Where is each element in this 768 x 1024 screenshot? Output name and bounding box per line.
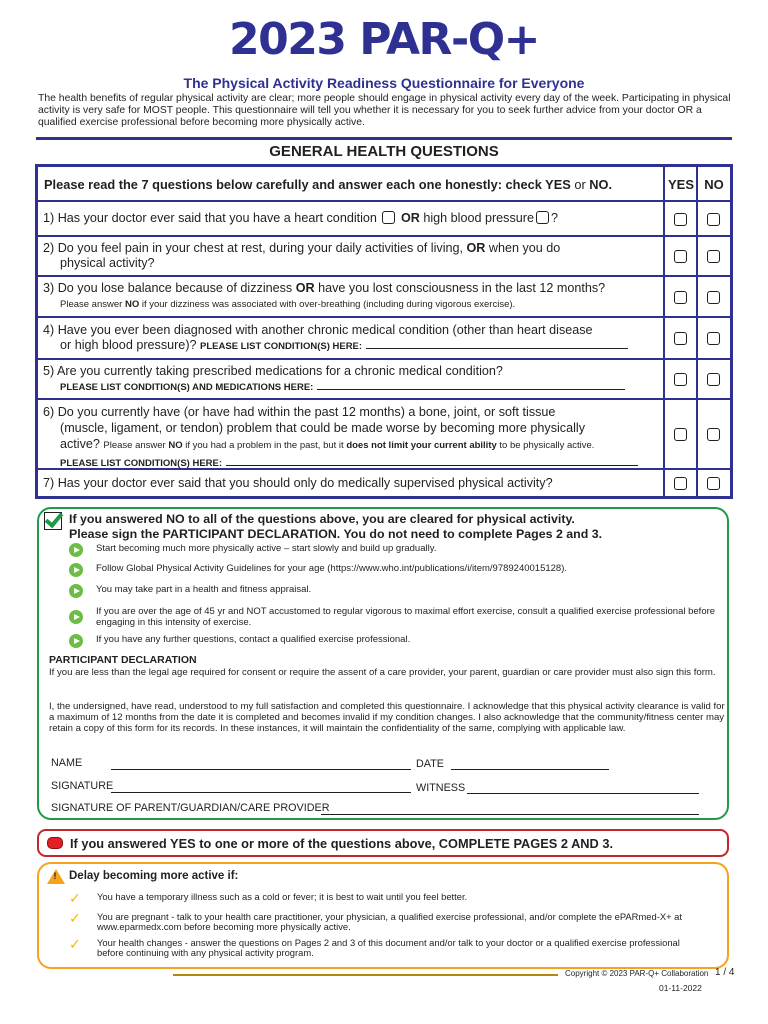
delay-item-text: You have a temporary illness such as a cold or fever; it is best to wait until you feel better. [97,891,468,902]
cleared-section [37,507,729,820]
page-number: 1 / 4 [715,967,735,978]
cleared-heading: If you answered NO to all of the questions above, you are cleared for physical activity. [69,512,575,526]
name-label: NAME [51,757,83,769]
document-subtitle: The Physical Activity Readiness Questionnaire for Everyone [183,75,585,91]
footer-divider [173,974,558,976]
cleared-instruction: Please sign the PARTICIPANT DECLARATION. You do not need to complete Pages 2 and 3. [69,527,603,541]
q6-part-a: 6) Do you currently have (or have had within the past 12 months) a bone, joint, or soft tissue [43,405,556,419]
q5-list-label: PLEASE LIST CONDITION(S) AND MEDICATIONS HERE: [60,382,314,393]
instruction-text [44,177,612,192]
table-header-row [38,167,730,202]
question-7-text: 7) Has your doctor ever said that you should only do medically supervised physical activity? [43,476,553,490]
section-title: GENERAL HEALTH QUESTIONS [269,143,499,160]
signature-field[interactable] [111,792,411,793]
q4-conditions-field[interactable] [366,339,628,349]
high-blood-pressure-checkbox[interactable] [536,211,549,224]
q6-part-b: (muscle, ligament, or tendon) problem that could be made worse by becoming more physically [60,421,585,435]
q3-no-checkbox[interactable] [707,291,720,304]
delay-item-text: You are pregnant - talk to your health care practitioner, your physician, a qualified exercise professional, and/or complete the ePARmed-X+ at www.eparmedx.com before becoming more physically active. [97,911,682,932]
yes-column-header: YES [667,177,694,192]
q5-yes-checkbox[interactable] [674,373,687,386]
q6-note-post: to be physically active. [496,440,595,451]
q6-note-emphasis: does not limit your current ability [346,440,497,451]
q6-note-mid: if you had a problem in the past, but it [182,440,347,451]
date-label: DATE [416,758,444,770]
q1-yes-checkbox[interactable] [674,213,687,226]
q5-medications-field[interactable] [317,380,625,390]
q2-yes-checkbox[interactable] [674,250,687,263]
intro-paragraph: The health benefits of regular physical activity are clear; more people should engage in physical activity every day of the week. Participating in physical activity is very safe for MOST people. This questionnaire will tell you whether it is necessary for you to seek further advice from your doctor OR a qualified exercise professional before becoming more physically active. [38,93,731,128]
yes-answer-section [37,829,729,857]
question-row-6 [38,400,730,470]
header-divider [36,137,732,140]
play-bullet-icon [69,584,83,598]
play-bullet-icon [69,563,83,577]
question-4-text [43,323,663,354]
q7-yes-checkbox[interactable] [674,477,687,490]
q2-no-checkbox[interactable] [707,250,720,263]
question-5-text [43,364,663,395]
q5-no-checkbox[interactable] [707,373,720,386]
checkmark-icon: ✓ [69,910,81,926]
q2-part-a: 2) Do you feel pain in your chest at rest, during your daily activities of living, [43,241,467,255]
q7-no-checkbox[interactable] [707,477,720,490]
no-column-header: NO [704,177,724,192]
delay-section [37,862,729,969]
q1-or: OR [400,211,420,225]
guideline-text: Follow Global Physical Activity Guidelines for your age (https://www.who.int/publications/i/item/9789240015128). [96,563,568,574]
q3-note-pre: Please answer [60,299,125,310]
parent-signature-label: SIGNATURE OF PARENT/GUARDIAN/CARE PROVIDER [51,802,330,814]
q5-part-a: 5) Are you currently taking prescribed medications for a chronic medical condition? [43,364,503,378]
q4-part-a: 4) Have you ever been diagnosed with another chronic medical condition (other than heart disease [43,323,593,337]
guideline-text: Start becoming much more physically active – start slowly and build up gradually. [96,543,437,554]
delay-item-text: Your health changes - answer the questions on Pages 2 and 3 of this document and/or talk to your doctor or a qualified exercise professional before continuing with any physical activity program. [97,937,680,958]
q6-yes-checkbox[interactable] [674,428,687,441]
name-field[interactable] [111,769,411,770]
q6-note-pre: Please answer [103,440,169,451]
question-row-4 [38,318,730,360]
q3-note-post: if your dizziness was associated with over-breathing (including during vigorous exercise). [139,299,516,310]
delay-heading: Delay becoming more active if: [69,870,239,882]
checkmark-icon [44,512,62,530]
signature-label: SIGNATURE [51,780,114,792]
question-row-1 [38,202,730,237]
q6-note-no: NO [168,440,183,451]
guideline-text: You may take part in a health and fitness appraisal. [96,584,312,595]
q4-list-label: PLEASE LIST CONDITION(S) HERE: [200,341,363,352]
q2-part-c: when you do [485,241,561,255]
q3-or: OR [295,281,315,295]
question-1-text [43,211,663,226]
declaration-consent-text: If you are less than the legal age required for consent or require the assent of a care provider, your parent, guardian or care provider must also sign this form. [49,667,716,678]
parent-signature-field[interactable] [321,814,699,815]
play-bullet-icon [69,543,83,557]
questions-table [35,164,733,499]
q6-part-c: active? [60,437,104,451]
delay-item [69,911,709,933]
document-title: 2023 PAR-Q+ [229,14,539,65]
question-row-7 [38,470,730,496]
q1-part-d: ? [550,211,558,225]
question-6-text [43,404,663,472]
warning-exclamation-icon: ! [53,871,57,881]
heart-condition-checkbox[interactable] [382,211,395,224]
question-row-2 [38,237,730,277]
q2-or: OR [466,241,486,255]
copyright-text: Copyright © 2023 PAR-Q+ Collaboration [565,969,709,978]
declaration-body-text: I, the undersigned, have read, understood to my full satisfaction and completed this questionnaire. I acknowledge that this physical activity clearance is valid for a maximum of 12 months from the date it is completed and becomes invalid if my condition changes. I also acknowledge that the community/fitness center may retain a copy of this form for its records. In these instances, it will maintain the confidentiality of the same, complying with applicable law. [49,701,725,734]
q6-no-checkbox[interactable] [707,428,720,441]
q6-list-label: PLEASE LIST CONDITION(S) HERE: [60,458,223,469]
question-2-text [43,241,663,271]
q2-part-d: physical activity? [60,256,155,270]
q1-part-a: 1) Has your doctor ever said that you have a heart condition [43,211,381,225]
q4-part-b: or high blood pressure)? [60,338,201,352]
checkmark-icon: ✓ [69,890,81,906]
question-row-3 [38,277,730,318]
q4-no-checkbox[interactable] [707,332,720,345]
guideline-text: If you have any further questions, contact a qualified exercise professional. [96,634,411,645]
question-row-5 [38,360,730,400]
q3-part-a: 3) Do you lose balance because of dizziness [43,281,296,295]
declaration-title: PARTICIPANT DECLARATION [49,654,197,666]
q1-no-checkbox[interactable] [707,213,720,226]
delay-item [69,937,709,959]
play-bullet-icon [69,610,83,624]
q4-yes-checkbox[interactable] [674,332,687,345]
q3-yes-checkbox[interactable] [674,291,687,304]
date-field[interactable] [451,769,609,770]
q6-conditions-field[interactable] [226,456,638,466]
play-bullet-icon [69,634,83,648]
witness-field[interactable] [467,793,699,794]
q3-note-no: NO [124,299,140,310]
stop-sign-icon [47,837,63,849]
instruction-or: or [570,177,590,192]
complete-pages-notice: If you answered YES to one or more of the questions above, COMPLETE PAGES 2 AND 3. [70,836,614,851]
version-date: 01-11-2022 [659,983,702,993]
q3-part-c: have you lost consciousness in the last 12 months? [314,281,606,295]
q1-part-c: high blood pressure [419,211,534,225]
checkmark-icon: ✓ [69,936,81,952]
delay-item [69,891,709,913]
instruction-no: NO. [589,177,613,192]
instruction-main: Please read the 7 questions below carefully and answer each one honestly: check YES [44,177,571,192]
guideline-text: If you are over the age of 45 yr and NOT accustomed to regular vigorous to maximal effort exercise, consult a qualified exercise professional before engaging in this intensity of exercise. [96,606,716,628]
question-3-text [43,281,663,312]
witness-label: WITNESS [416,782,466,794]
